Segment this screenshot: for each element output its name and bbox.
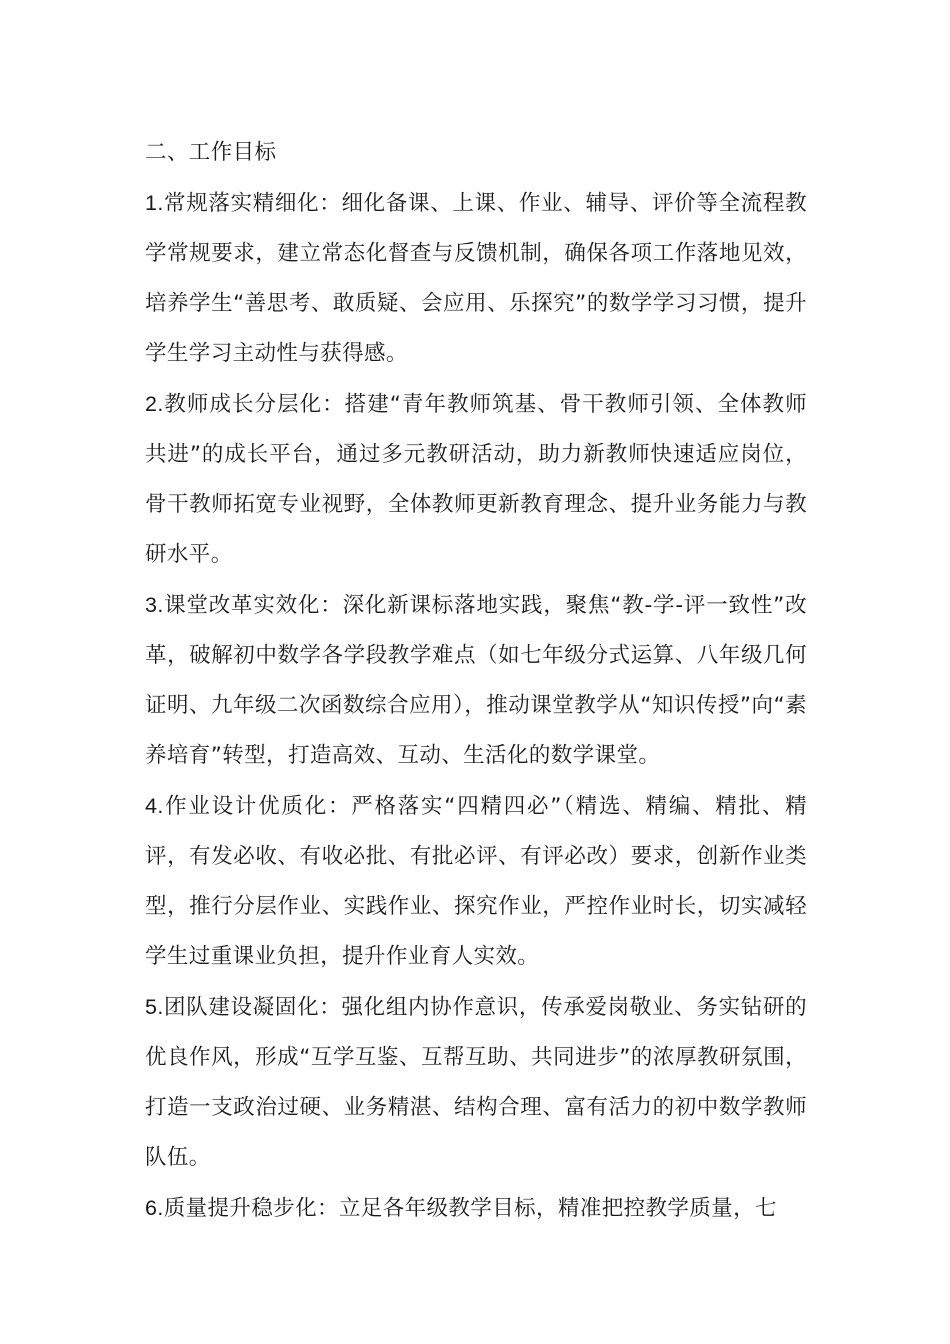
goal-item-1 [145, 178, 807, 379]
goal-item-2 [145, 379, 807, 580]
goal-number: 3. [145, 593, 164, 617]
goal-text: 教师成长分层化：搭建“青年教师筑基、骨干教师引领、全体教师共进”的成长平台，通过多元教研活动，助力新教师快速适应岗位，骨干教师拓宽专业视野，全体教师更新教育理念、提升业务能力与教研水平。 [145, 392, 807, 567]
goal-text: 课堂改革实效化：深化新课标落地实践，聚焦“教-学-评一致性”改革，破解初中数学各学段教学难点（如七年级分式运算、八年级几何证明、九年级二次函数综合应用），推动课堂教学从“知识传授”向“素养培育”转型，打造高效、互动、生活化的数学课堂。 [145, 593, 807, 768]
goal-text: 常规落实精细化：细化备课、上课、作业、辅导、评价等全流程教学常规要求，建立常态化督查与反馈机制，确保各项工作落地见效，培养学生“善思考、敢质疑、会应用、乐探究”的数学学习习惯，提升学生学习主动性与获得感。 [145, 191, 807, 366]
section-heading: 二、工作目标 [145, 140, 277, 165]
goal-item-4 [145, 781, 807, 982]
document-body [145, 128, 807, 1234]
goal-number: 5. [145, 995, 164, 1019]
goal-number: 2. [145, 392, 164, 416]
goal-number: 1. [145, 191, 164, 215]
goal-text: 质量提升稳步化：立足各年级教学目标，精准把控教学质量，七 [163, 1196, 777, 1221]
goal-text: 作业设计优质化：严格落实“四精四必”（精选、精编、精批、精评，有发必收、有收必批、有批必评、有评必改）要求，创新作业类型，推行分层作业、实践作业、探究作业，严控作业时长，切实减轻学生过重课业负担，提升作业育人实效。 [145, 794, 807, 969]
goal-item-6 [145, 1183, 807, 1234]
goal-item-3 [145, 580, 807, 781]
goal-number: 4. [145, 794, 164, 818]
goal-number: 6. [145, 1196, 164, 1220]
goal-text: 团队建设凝固化：强化组内协作意识，传承爱岗敬业、务实钻研的优良作风，形成“互学互鉴、互帮互助、共同进步”的浓厚教研氛围，打造一支政治过硬、业务精湛、结构合理、富有活力的初中数学教师队伍。 [145, 995, 807, 1170]
goal-item-5 [145, 982, 807, 1183]
